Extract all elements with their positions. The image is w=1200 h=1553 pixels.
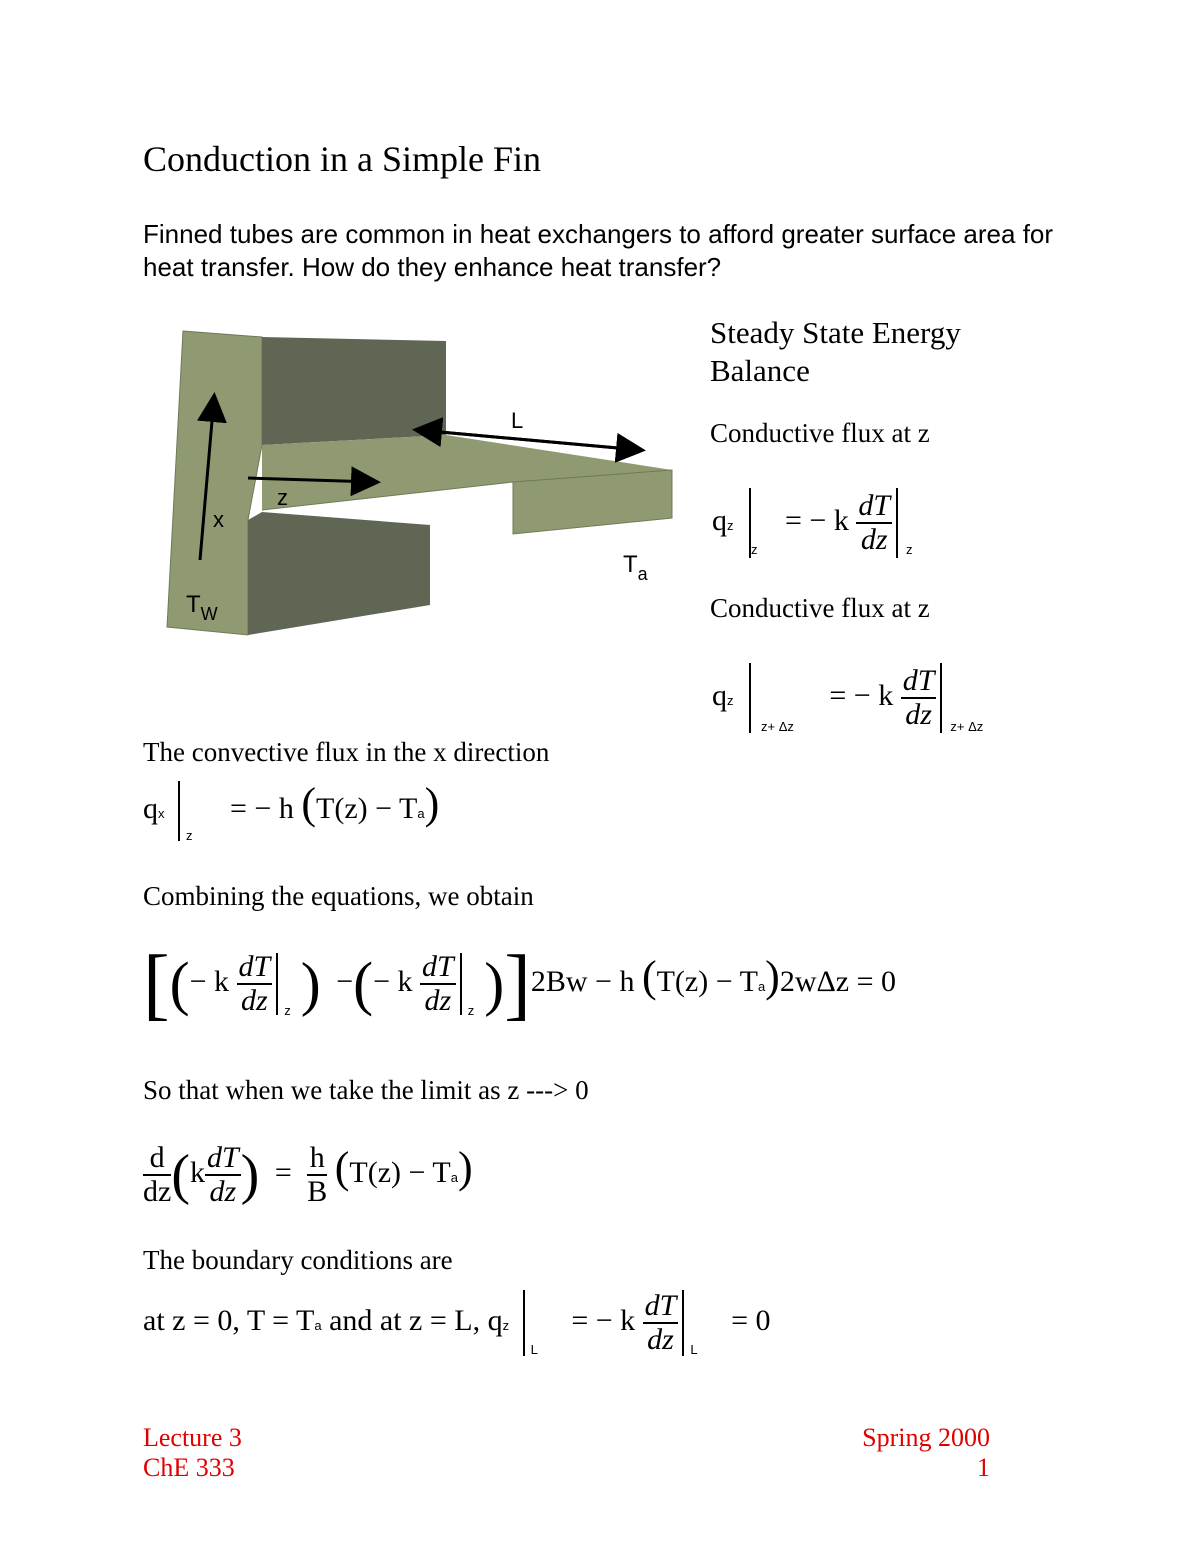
intro-paragraph: Finned tubes are common in heat exchangers to afford greater surface area for heat transfer. How do they enhance heat transfer?: [143, 219, 1054, 282]
limit-label: So that when we take the limit as z ---> 0: [143, 1075, 589, 1105]
convective-label: The convective flux in the x direction: [143, 737, 550, 767]
flux-label-2: Conductive flux at z: [710, 593, 930, 623]
label-x: x: [213, 507, 224, 532]
label-z: z: [277, 485, 288, 510]
label-Tw: $T_W$: [186, 591, 218, 624]
wall-front-face: [167, 331, 262, 635]
wall-lower-dark-face: [248, 512, 430, 635]
equation-differential: $\frac{d}{dz}$ (k $\frac{dT}{dz}$ ) = $\frac{h}{B}$ (T(z) − Ta): [143, 1141, 473, 1209]
equation-combined: [(− k $\frac{dT}{dz}$ $_z$ ) −(− k $\frac{dT}{dz}$ $_z$ )]2Bw − h (T(z) − Ta)2wΔz = 0: [143, 940, 897, 1028]
equation-convective: qx $_z$ = − h (T(z) − Ta): [143, 779, 440, 843]
flux-label-1: Conductive flux at z: [710, 418, 930, 448]
equation-flux-z: qz $_z$ = − k $\frac{dT}{dz}$ $_z$: [712, 489, 913, 557]
footer-course: ChE 333: [143, 1453, 235, 1482]
label-Ta: $T_a$: [623, 551, 648, 584]
boundary-conditions-label: The boundary conditions are: [143, 1245, 453, 1275]
fin-diagram: [160, 325, 680, 640]
equation-flux-z-dz: qz $_{z+ \Delta z}$ = − k $\frac{dT}{dz}$ $_{z+ \Delta z}$: [712, 664, 984, 734]
energy-balance-heading: Steady State Energy Balance: [710, 315, 961, 388]
footer-lecture: Lecture 3: [143, 1423, 242, 1452]
label-L: L: [511, 408, 524, 433]
footer-page-number: 1: [977, 1453, 990, 1482]
footer-term: Spring 2000: [862, 1423, 990, 1452]
page-title: Conduction in a Simple Fin: [143, 139, 542, 179]
equation-boundary: at z = 0, T = Ta and at z = L, qz $_L$ = − k $\frac{dT}{dz}$ $_L$ = 0: [143, 1289, 771, 1357]
combining-label: Combining the equations, we obtain: [143, 881, 534, 911]
